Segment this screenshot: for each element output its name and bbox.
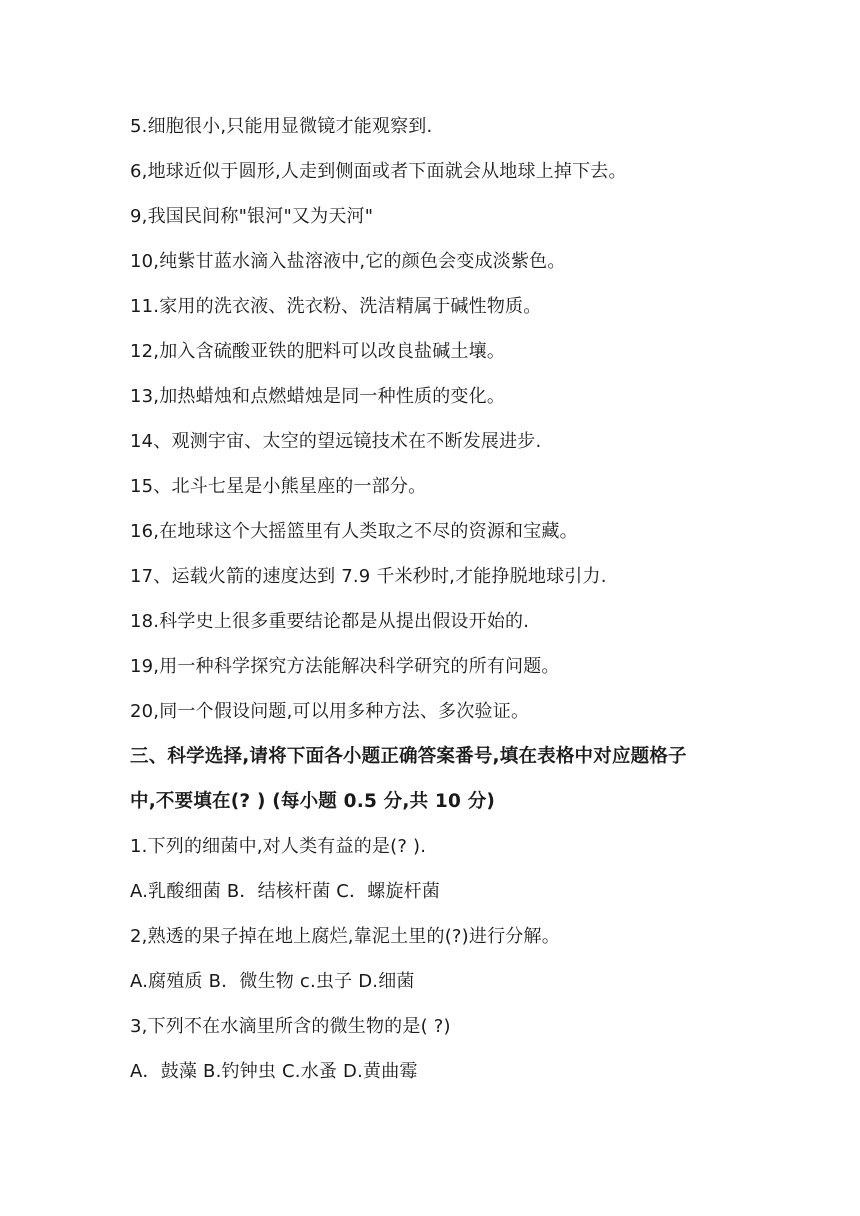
- document-body: [130, 112, 830, 1102]
- question-line: A．鼓藻 B.钓钟虫 C.水蚤 D.黄曲霉: [130, 1061, 418, 1082]
- question-line: A.腐殖质 B．微生物 c.虫子 D.细菌: [130, 971, 415, 992]
- question-line: 11.家用的洗衣液、洗衣粉、洗洁精属于碱性物质。: [130, 296, 542, 317]
- question-line: 10,纯紫甘蓝水滴入盐溶液中,它的颜色会变成淡紫色。: [130, 251, 566, 272]
- question-line: 2,熟透的果子掉在地上腐烂,靠泥土里的(?)进行分解。: [130, 926, 560, 947]
- question-line: 3,下列不在水滴里所含的微生物的是( ?): [130, 1016, 451, 1037]
- question-line: 20,同一个假设问题,可以用多种方法、多次验证。: [130, 701, 530, 722]
- question-line: 12,加入含硫酸亚铁的肥料可以改良盐碱土壤。: [130, 341, 506, 362]
- section-heading-line: 中,不要填在(? ) (每小题 0.5 分,共 10 分): [130, 791, 496, 812]
- question-line: A.乳酸细菌 B．结核杆菌 C．螺旋杆菌: [130, 881, 441, 902]
- question-line: 18.科学史上很多重要结论都是从提出假设开始的.: [130, 611, 530, 632]
- question-line: 19,用一种科学探究方法能解决科学研究的所有问题。: [130, 656, 560, 677]
- section-heading-line: 三、科学选择,请将下面各小题正确答案番号,填在表格中对应题格子: [130, 746, 687, 767]
- question-line: 6,地球近似于圆形,人走到侧面或者下面就会从地球上掉下去。: [130, 161, 627, 182]
- question-line: 16,在地球这个大摇篮里有人类取之不尽的资源和宝藏。: [130, 521, 578, 542]
- question-line: 1.下列的细菌中,对人类有益的是(? ).: [130, 836, 427, 857]
- question-line: 13,加热蜡烛和点燃蜡烛是同一种性质的变化。: [130, 386, 506, 407]
- question-line: 9,我国民间称"银河"又为天河": [130, 206, 374, 227]
- question-line: 5.细胞很小,只能用显微镜才能观察到.: [130, 116, 433, 137]
- question-line: 15、北斗七星是小熊星座的一部分。: [130, 476, 427, 497]
- question-line: 14、观测宇宙、太空的望远镜技术在不断发展进步.: [130, 431, 542, 452]
- question-line: 17、运载火箭的速度达到 7.9 千米秒时,才能挣脱地球引力.: [130, 566, 607, 587]
